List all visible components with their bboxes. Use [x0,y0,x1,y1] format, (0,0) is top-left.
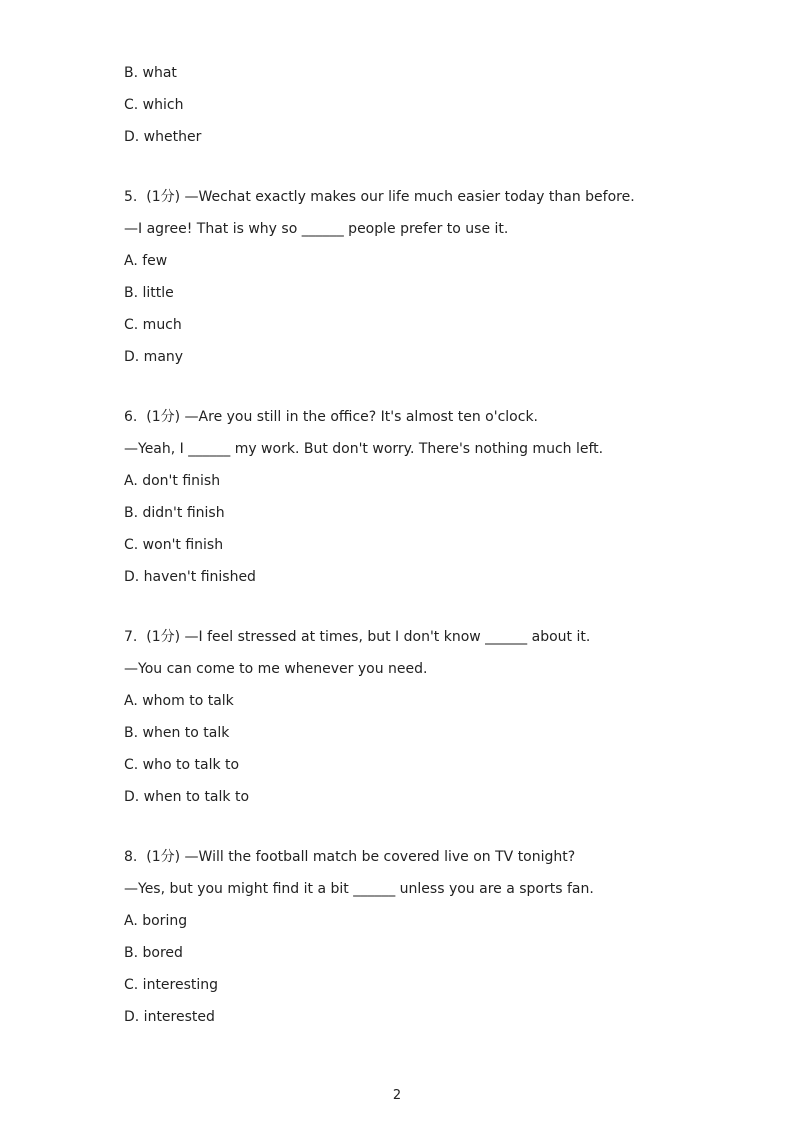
question-8-option-d: D. interested [124,1009,215,1025]
question-7-prompt: 7. (1分) —I feel stressed at times, but I don't know ______ about it. [124,629,591,645]
question-7-option-a: A. whom to talk [124,693,234,709]
question-5-option-a: A. few [124,253,168,269]
option-b: B. what [124,65,177,81]
option-c: C. which [124,97,184,113]
question-5-option-d: D. many [124,349,184,365]
question-8-option-a: A. boring [124,913,188,929]
question-6-option-a: A. don't finish [124,473,221,489]
question-5-option-b: B. little [124,285,174,301]
question-8-option-c: C. interesting [124,977,219,993]
question-6-option-d: D. haven't finished [124,569,256,585]
question-6-option-c: C. won't finish [124,537,224,553]
question-7-reply: —You can come to me whenever you need. [124,661,428,677]
question-5-reply: —I agree! That is why so ______ people prefer to use it. [124,221,509,237]
question-6-prompt: 6. (1分) —Are you still in the office? It's almost ten o'clock. [124,409,538,425]
question-7-option-b: B. when to talk [124,725,230,741]
question-7-option-c: C. who to talk to [124,757,240,773]
question-8-option-b: B. bored [124,945,183,961]
question-8-prompt: 8. (1分) —Will the football match be covered live on TV tonight? [124,849,576,865]
question-6-option-b: B. didn't finish [124,505,225,521]
question-5-prompt: 5. (1分) —Wechat exactly makes our life much easier today than before. [124,189,635,205]
page-number: 2 [392,1088,402,1103]
question-8-reply: —Yes, but you might find it a bit ______ unless you are a sports fan. [124,881,594,897]
question-5-option-c: C. much [124,317,182,333]
question-6-reply: —Yeah, I ______ my work. But don't worry. There's nothing much left. [124,441,604,457]
question-7-option-d: D. when to talk to [124,789,250,805]
option-d: D. whether [124,129,202,145]
